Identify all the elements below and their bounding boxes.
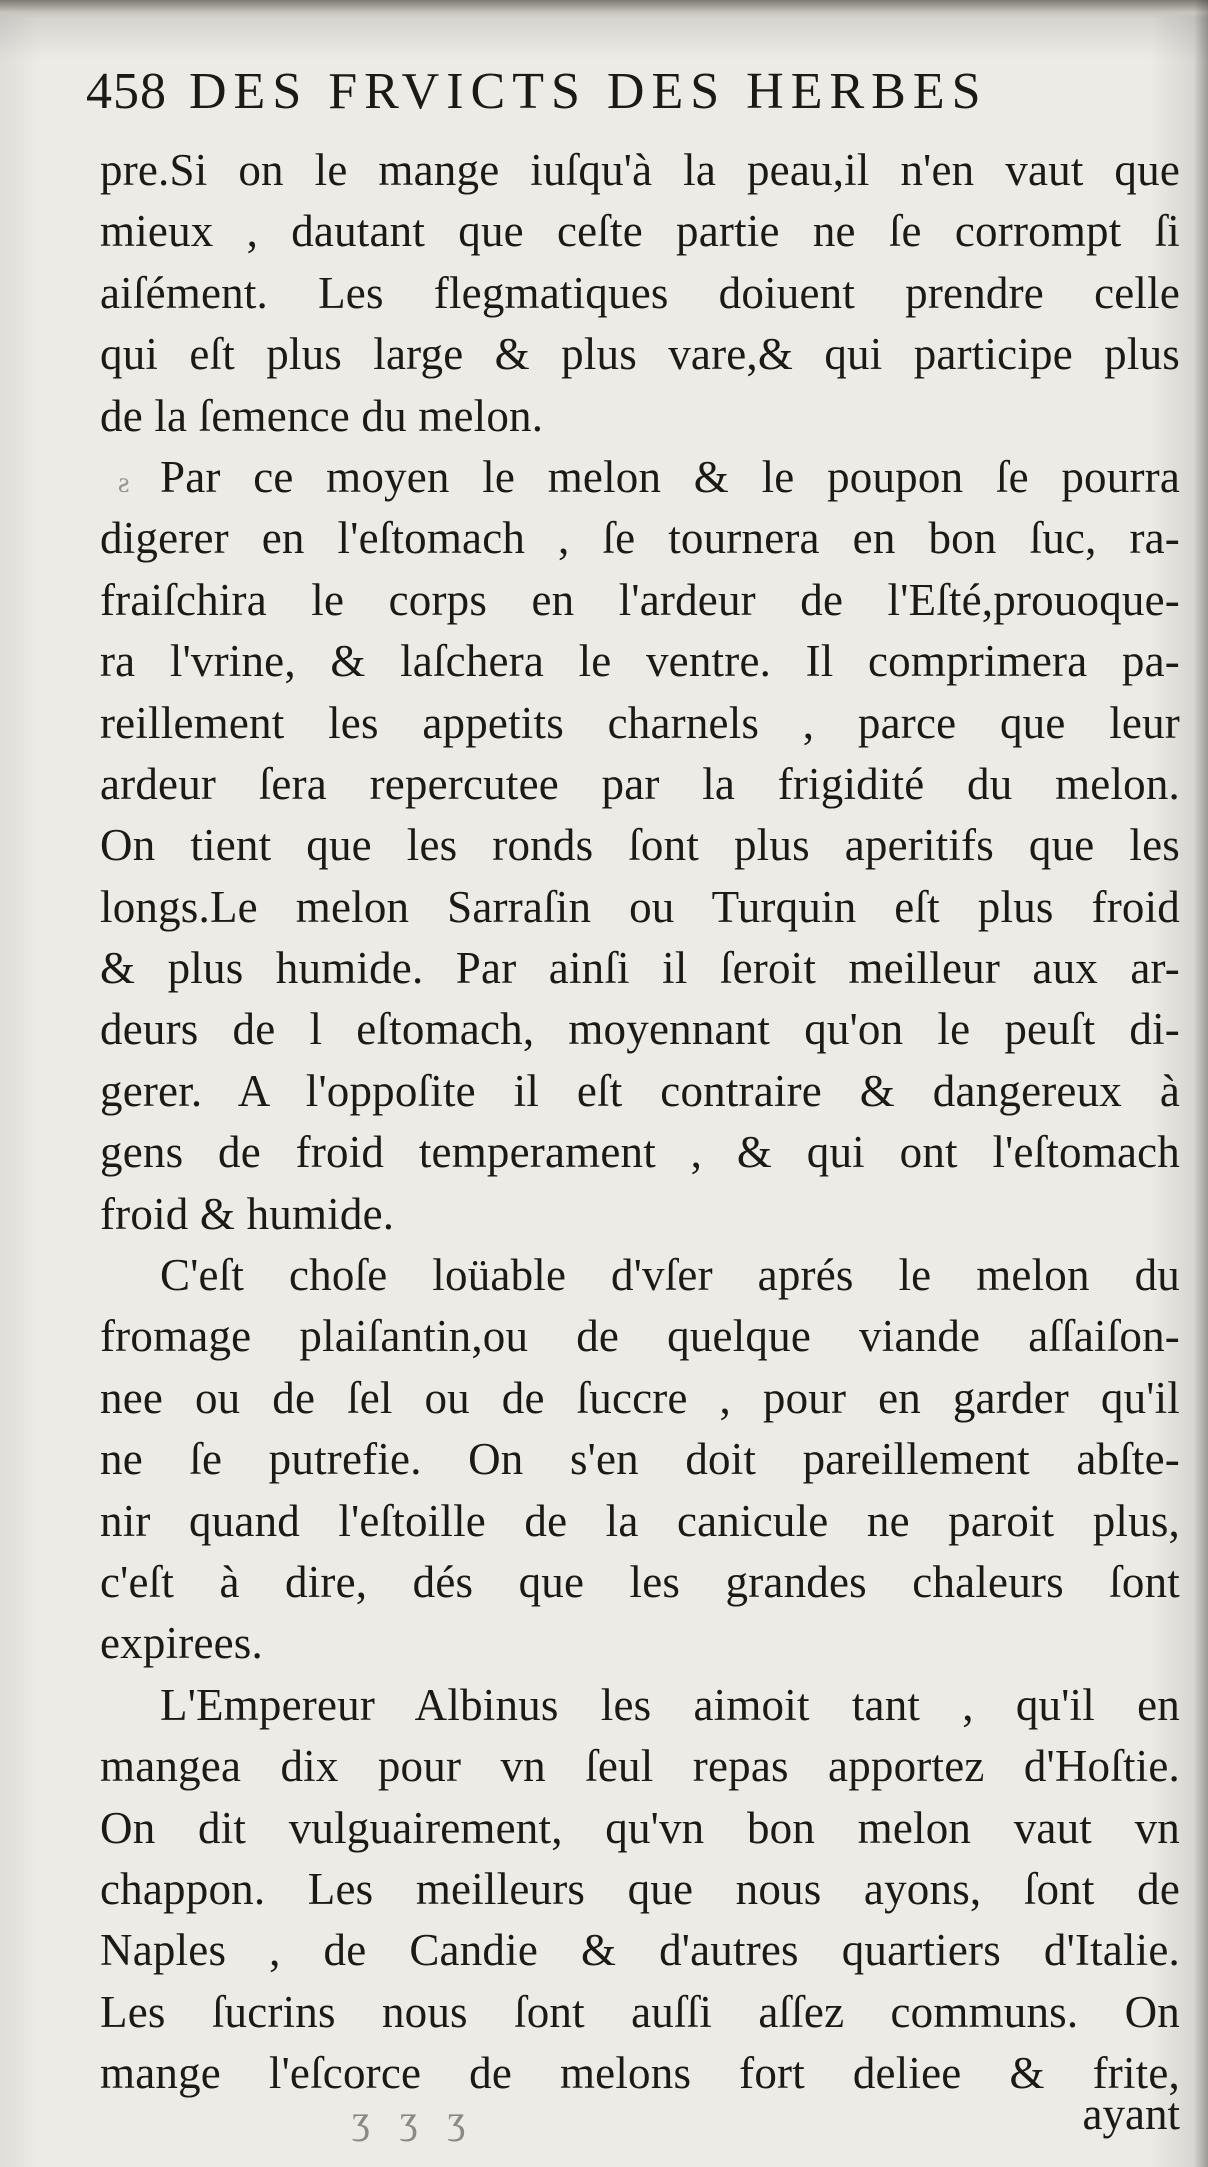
- text-line: ra l'vrine, & laſchera le ventre. Il comprimera pa-: [100, 636, 1180, 687]
- text-line: mieux , dautant que ceſte partie ne ſe corrompt ſi: [100, 206, 1180, 257]
- text-line: expirees.: [100, 1618, 263, 1669]
- page-footer: [100, 2088, 1180, 2148]
- text-line: fromage plaiſantin,ou de quelque viande aſſaiſon-: [100, 1311, 1180, 1362]
- text-line: gerer. A l'oppoſite il eſt contraire & dangereux à: [100, 1065, 1180, 1116]
- text-line: On tient que les ronds ſont plus aperitifs que les: [100, 820, 1180, 871]
- text-line: Par ce moyen le melon & le poupon ſe pourra: [160, 451, 1180, 502]
- text-line: nee ou de ſel ou de ſuccre , pour en garder qu'il: [100, 1372, 1180, 1423]
- text-line: reillement les appetits charnels , parce que leur: [100, 697, 1180, 748]
- text-line: froid & humide.: [100, 1188, 395, 1239]
- paragraph: [100, 1245, 1180, 1675]
- text-line: L'Empereur Albinus les aimoit tant , qu'il en: [160, 1679, 1180, 1730]
- text-line: C'eſt choſe loüable d'vſer aprés le melon du: [160, 1250, 1180, 1301]
- text-line: longs.Le melon Sarraſin ou Turquin eſt plus froid: [100, 881, 1180, 932]
- paragraph: [100, 1675, 1180, 2105]
- text-line: gens de froid temperament , & qui ont l'eſtomach: [100, 1127, 1180, 1178]
- text-line: On dit vulguairement, qu'vn bon melon vaut vn: [100, 1802, 1180, 1853]
- page-gutter-shadow: [1194, 0, 1208, 2167]
- text-line: digerer en l'eſtomach , ſe tournera en bon ſuc, ra-: [100, 513, 1180, 564]
- text-line: Les ſucrins nous ſont auſſi aſſez communs. On: [100, 1986, 1180, 2037]
- text-line: qui eſt plus large & plus vare,& qui participe plus: [100, 329, 1180, 380]
- paragraph: [100, 447, 1180, 1245]
- text-line: mange l'eſcorce de melons fort deliee & frite,: [100, 2048, 1180, 2099]
- marginal-paragraph-mark: ƨ: [118, 466, 130, 499]
- text-line: aiſément. Les flegmatiques doiuent prendre celle: [100, 267, 1180, 318]
- text-line: deurs de l eſtomach, moyennant qu'on le peuſt di-: [100, 1004, 1180, 1055]
- running-head: DES FRVICTS DES HERBES: [189, 63, 988, 120]
- catchword: ayant: [1082, 2089, 1180, 2139]
- signature-mark: ʒ ʒ ʒ: [352, 2097, 476, 2142]
- text-line: Naples , de Candie & d'autres quartiers d'Italie.: [100, 1925, 1180, 1976]
- paragraph: [100, 140, 1180, 447]
- page-number: 458: [86, 63, 167, 120]
- body-text: [100, 140, 1180, 2105]
- text-line: ardeur ſera repercutee par la frigidité du melon.: [100, 758, 1180, 809]
- text-line: c'eſt à dire, dés que les grandes chaleurs ſont: [100, 1556, 1180, 1607]
- text-line: nir quand l'eſtoille de la canicule ne paroit plus,: [100, 1495, 1180, 1546]
- text-line: fraiſchira le corps en l'ardeur de l'Eſté,prouoque-: [100, 574, 1180, 625]
- text-line: de la ſemence du melon.: [100, 390, 544, 441]
- text-line: mangea dix pour vn ſeul repas apportez d'Hoſtie.: [100, 1741, 1180, 1792]
- text-line: ne ſe putrefie. On s'en doit pareillement abſte-: [100, 1434, 1180, 1485]
- page-header: [86, 62, 1176, 142]
- page-top-shadow: [0, 0, 1208, 18]
- text-line: pre.Si on le mange iuſqu'à la peau,il n'en vaut que: [100, 145, 1180, 195]
- text-line: & plus humide. Par ainſi il ſeroit meilleur aux ar-: [100, 943, 1180, 994]
- text-line: chappon. Les meilleurs que nous ayons, ſont de: [100, 1863, 1180, 1914]
